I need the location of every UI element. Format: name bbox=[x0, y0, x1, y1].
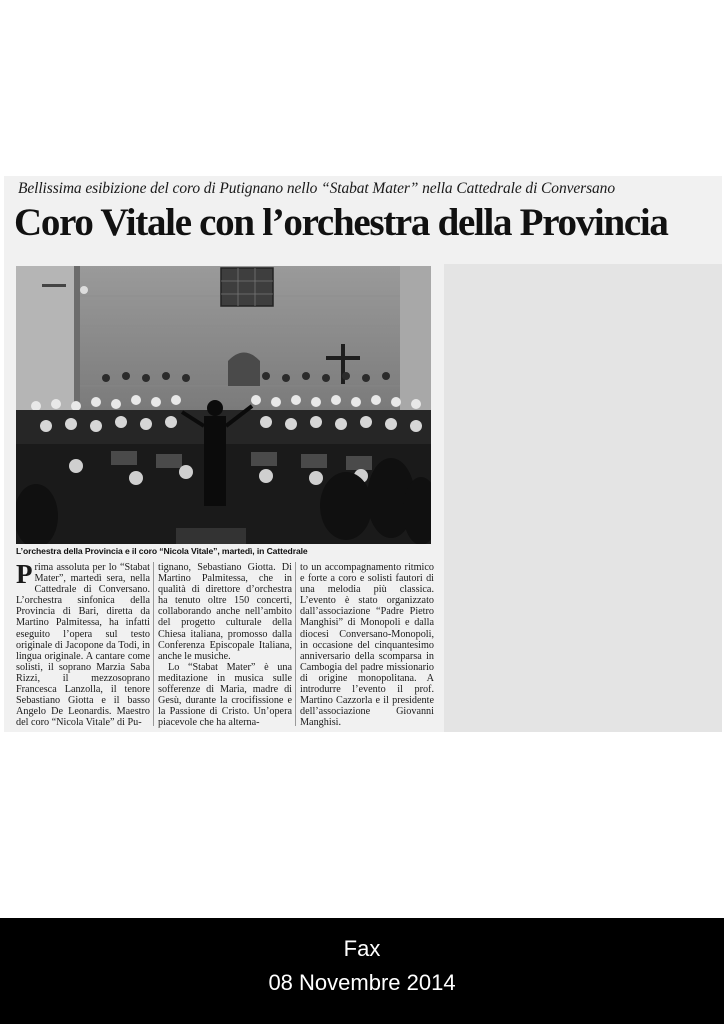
photo-caption: L’orchestra della Provincia e il coro “Nicola Vitale”, martedì, in Cattedrale bbox=[16, 546, 308, 556]
article-column-2 bbox=[158, 562, 292, 730]
concert-photo bbox=[16, 266, 431, 544]
column-1-text: rima assoluta per lo “Stabat Mater”, martedì sera, nella Cattedrale di Conversano. L’orchestra sinfonica della Provincia di Bari, diretta da Martino Palmitessa, ha infatti eseguito l’opera sul testo originale di Jacopone da Todi, in lingua originale. A cantare come solisti, il soprano Marzia Saba Rizzi, il mezzosoprano Francesca Lanzolla, il tenore Sebastiano Giotta e il basso Angelo De Leonardis. Maestro del coro “Nicola Vitale” di Pu- bbox=[16, 562, 150, 729]
source-footer bbox=[0, 918, 724, 1024]
article-kicker: Bellissima esibizione del coro di Putignano nello “Stabat Mater” nella Cattedrale di Conversano bbox=[18, 180, 615, 197]
drop-cap: P bbox=[16, 559, 33, 589]
newspaper-clipping bbox=[4, 176, 722, 732]
article-column-3 bbox=[300, 562, 434, 730]
article-body bbox=[16, 559, 434, 730]
article-headline: Coro Vitale con l’orchestra della Provincia bbox=[14, 201, 668, 244]
column-2-paragraph-2: Lo “Stabat Mater” è una meditazione in musica sulle sofferenze di Maria, madre di Gesù, durante la crocifissione e la Passione di Cristo. Un’opera piacevole che ha alterna- bbox=[158, 661, 292, 729]
publication-date: 08 Novembre 2014 bbox=[268, 970, 456, 995]
blank-area bbox=[444, 264, 722, 732]
article-column-1 bbox=[16, 559, 150, 730]
source-name: Fax bbox=[343, 936, 381, 961]
column-divider bbox=[295, 562, 296, 726]
column-2-paragraph-1: tignano, Sebastiano Giotta. Di Martino Palmitessa, che in qualità di direttore d’orchestra ha tenuto oltre 150 concerti, collaborando anche nell’ambito del progetto culturale della Chiesa italiana, promosso dalla Conferenza Episcopale Italiana, anche le musiche. bbox=[158, 562, 292, 662]
column-3-paragraph-1: to un accompagnamento ritmico e forte a coro e solisti fautori di una melodia più classica. L’evento è stato organizzato dall’associazione “Padre Pietro Manghisi” di Monopoli e dalla diocesi Conversano-Monopoli, in occasione del cinquantesimo anniversario della scomparsa in Cambogia del padre missionario di origine monopolitana. A introdurre l’evento il prof. Martino Cazzorla e il presidente dell’associazione Giovanni Manghisi. bbox=[300, 562, 434, 729]
column-divider bbox=[153, 562, 154, 726]
